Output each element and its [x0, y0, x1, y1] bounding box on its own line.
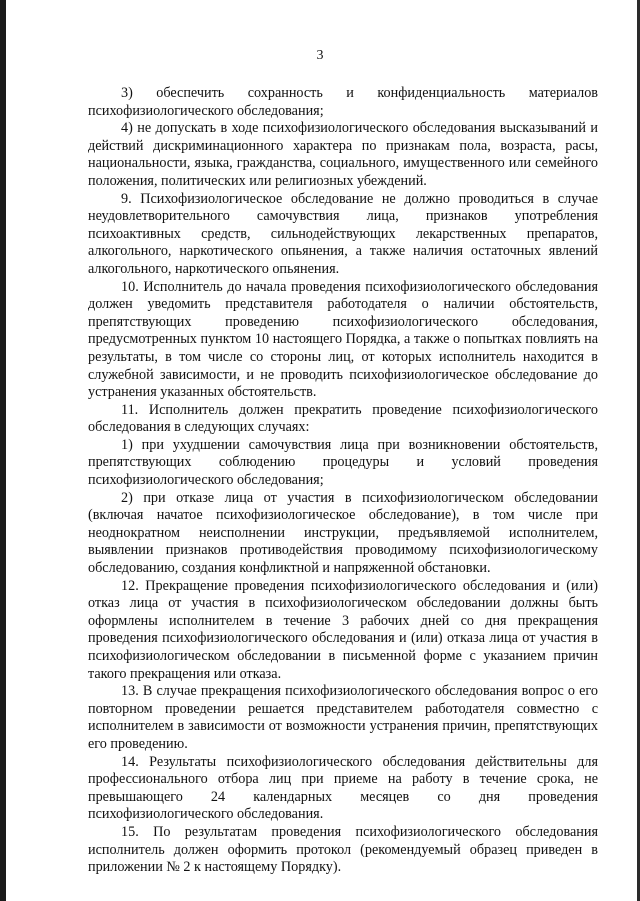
paragraph-11-item-2: 2) при отказе лица от участия в психофизиологическом обследовании (включая начатое психофизиологическое обследование), в том числе при неоднократном неисполнении инструкции, предъявляемой исполнителем, выявлении признаков противодействия проводимому психофизиологическому обследованию, создания конфликтной и напряженной обстановки. — [88, 489, 598, 577]
page-number: 3 — [316, 48, 324, 63]
paragraph-clause-15: 15. По результатам проведения психофизиологического обследования исполнитель должен оформить протокол (рекомендуемый образец приведен в приложении № 2 к настоящему Порядку). — [88, 823, 598, 876]
paragraph-3-confidentiality: 3) обеспечить сохранность и конфиденциальность материалов психофизиологического обследования; — [88, 85, 598, 119]
paragraph-4-no-discrimination: 4) не допускать в ходе психофизиологического обследования высказываний и действий дискриминационного характера по признакам пола, возраста, расы, национальности, языка, гражданства, социального, имущественного или семейного положения, политических или религиозных убеждений. — [88, 120, 598, 189]
paragraph-clause-9: 9. Психофизиологическое обследование не должно проводиться в случае неудовлетворительного самочувствия лица, признаков употребления психоактивных средств, сильнодействующих лекарственных препаратов, алкогольного, наркотического опьянения, а также наличия остаточных явлений алкогольного, наркотического опьянения. — [88, 190, 598, 277]
document-body — [88, 85, 598, 877]
paragraph-11-item-1: 1) при ухудшении самочувствия лица при возникновении обстоятельств, препятствующих соблюдению процедуры и условий проведения психофизиологического обследования; — [88, 436, 598, 489]
paragraph-clause-14: 14. Результаты психофизиологического обследования действительны для профессионального отбора лиц при приеме на работу в течение срока, не превышающего 24 календарных месяцев со дня проведения психофизиологического обследования. — [88, 753, 598, 823]
paragraph-clause-11: 11. Исполнитель должен прекратить проведение психофизиологического обследования в следующих случаях: — [88, 401, 598, 436]
paragraph-clause-13: 13. В случае прекращения психофизиологического обследования вопрос о его повторном проведении решается представителем работодателя совместно с исполнителем в зависимости от возможности устранения причин, препятствующих его проведению. — [88, 683, 598, 752]
scan-edge-left — [0, 0, 6, 901]
paragraph-clause-10: 10. Исполнитель до начала проведения психофизиологического обследования должен уведомить представителя работодателя о наличии обстоятельств, препятствующих проведению психофизиологического обследования, предусмотренных пунктом 10 настоящего Порядка, а также о попытках повлиять на результаты, в том числе со стороны лиц, от которых исполнитель находится в служебной зависимости, и не проводить психофизиологическое обследование до устранения указанных обстоятельств. — [88, 278, 598, 401]
paragraph-clause-12: 12. Прекращение проведения психофизиологического обследования и (или) отказ лица от участия в психофизиологическом обследовании должны быть оформлены исполнителем в течение 3 рабочих дней со дня прекращения проведения психофизиологического обследования и (или) отказа лица от участия в психофизиологическом обследовании в письменной форме с указанием причин такого прекращения или отказа. — [88, 577, 598, 682]
